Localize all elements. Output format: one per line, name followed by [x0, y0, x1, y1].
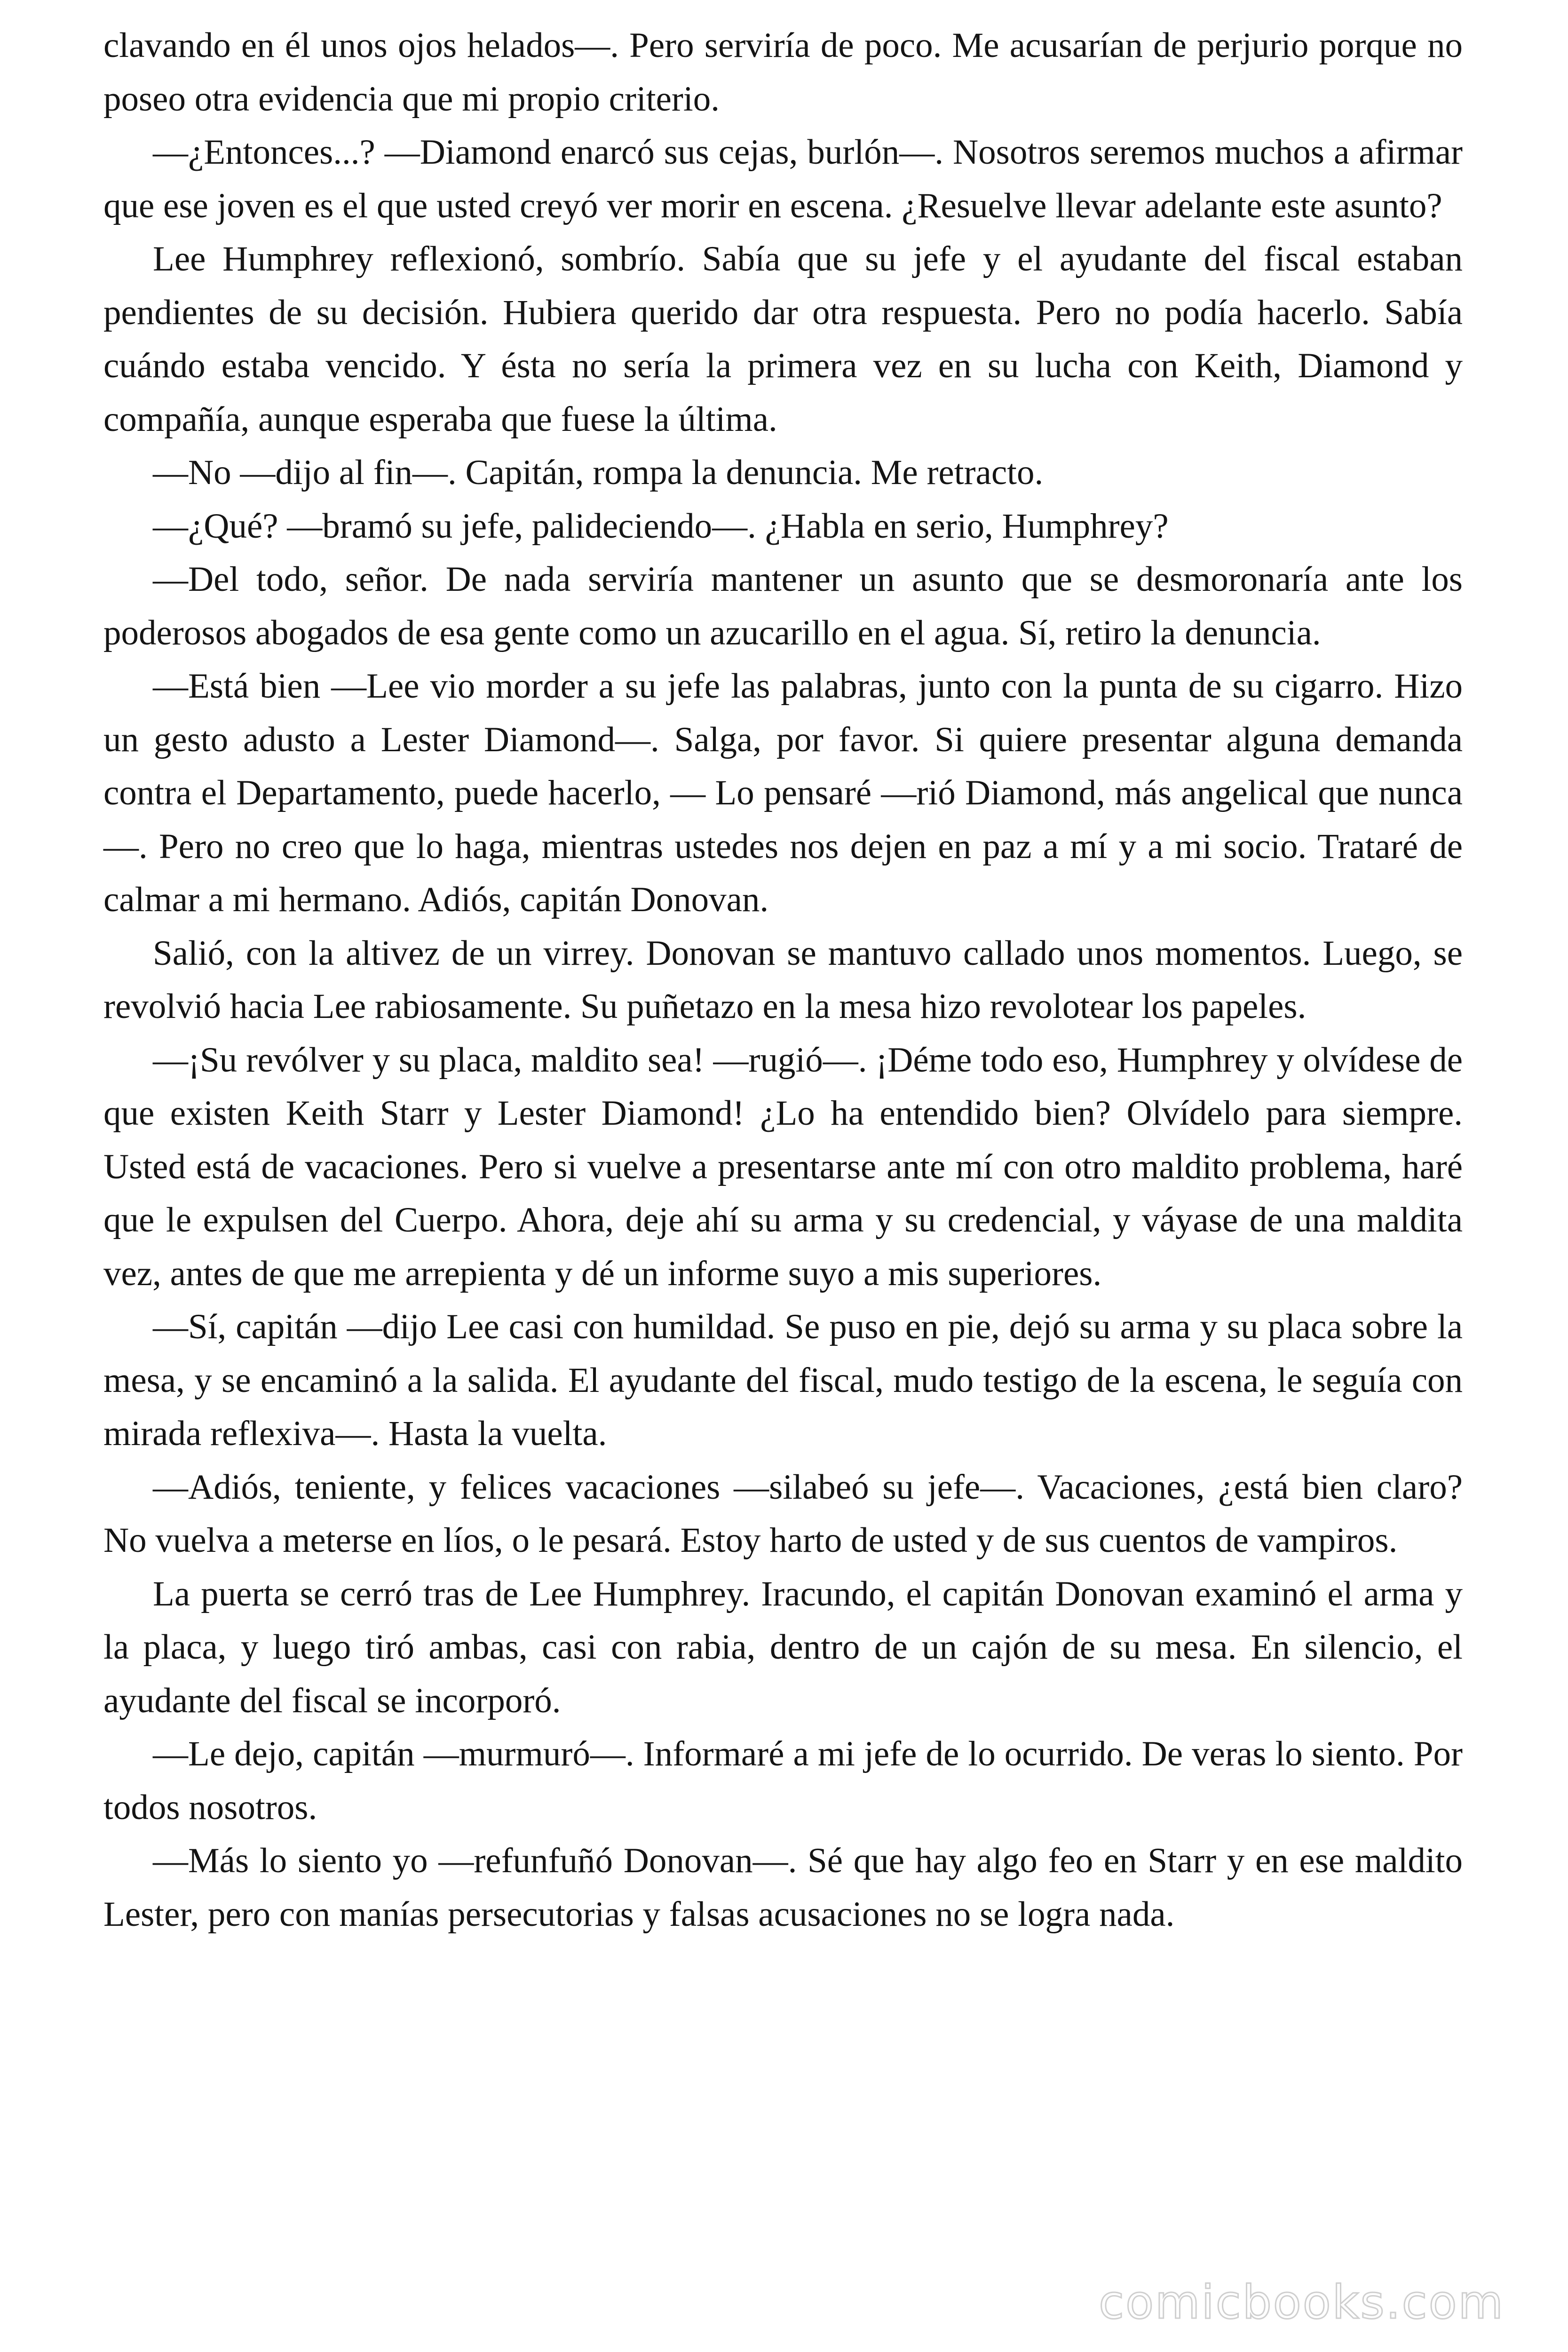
paragraph: —Le dejo, capitán —murmuró—. Informaré a mi jefe de lo ocurrido. De veras lo siento. Por todos nosotros. [103, 1734, 1463, 1827]
paragraph: —Más lo siento yo —refunfuñó Donovan—. Sé que hay algo feo en Starr y en ese maldito Lester, pero con manías persecutorias y falsas acusaciones no se logra nada. [103, 1841, 1463, 1934]
watermark: comicbooks.com [1099, 2276, 1505, 2329]
paragraph: La puerta se cerró tras de Lee Humphrey. Iracundo, el capitán Donovan examinó el arma y la placa, y luego tiró ambas, casi con rabia, dentro de un cajón de su mesa. En silencio, el ayudante del fiscal se incorporó. [103, 1574, 1463, 1720]
paragraph: Lee Humphrey reflexionó, sombrío. Sabía que su jefe y el ayudante del fiscal estaban pendientes de su decisión. Hubiera querido dar otra respuesta. Pero no podía hacerlo. Sabía cuándo estaba vencido. Y ésta no sería la primera vez en su lucha con Keith, Diamond y compañía, aunque esperaba que fuese la última. [103, 239, 1463, 439]
paragraph: —Está bien —Lee vio morder a su jefe las palabras, junto con la punta de su cigarro. Hizo un gesto adusto a Lester Diamond—. Salga, por favor. Si quiere presentar alguna demanda contra el Departamento, puede hacerlo, — Lo pensaré —rió Diamond, más angelical que nunca—. Pero no creo que lo haga, mientras ustedes nos dejen en paz a mí y a mi socio. Trataré de calmar a mi hermano. Adiós, capitán Donovan. [103, 667, 1463, 919]
paragraph: Salió, con la altivez de un virrey. Donovan se mantuvo callado unos momentos. Luego, se revolvió hacia Lee rabiosamente. Su puñetazo en la mesa hizo revolotear los papeles. [103, 933, 1463, 1026]
paragraph: clavando en él unos ojos helados—. Pero serviría de poco. Me acusarían de perjurio porque no poseo otra evidencia que mi propio criterio. [103, 26, 1463, 119]
book-page [103, 19, 1463, 2300]
paragraph: —Del todo, señor. De nada serviría mantener un asunto que se desmoronaría ante los poderosos abogados de esa gente como un azucarillo en el agua. Sí, retiro la denuncia. [103, 560, 1463, 652]
paragraph: —¡Su revólver y su placa, maldito sea! —rugió—. ¡Déme todo eso, Humphrey y olvídese de que existen Keith Starr y Lester Diamond! ¿Lo ha entendido bien? Olvídelo para siempre. Usted está de vacaciones. Pero si vuelve a presentarse ante mí con otro maldito problema, haré que le expulsen del Cuerpo. Ahora, deje ahí su arma y su credencial, y váyase de una maldita vez, antes de que me arrepienta y dé un informe suyo a mis superiores. [103, 1040, 1463, 1293]
paragraph: —No —dijo al fin—. Capitán, rompa la denuncia. Me retracto. [153, 453, 1044, 492]
paragraph: —¿Entonces...? —Diamond enarcó sus cejas, burlón—. Nosotros seremos muchos a afirmar que ese joven es el que usted creyó ver morir en escena. ¿Resuelve llevar adelante este asunto? [103, 133, 1463, 225]
paragraph: —Adiós, teniente, y felices vacaciones —silabeó su jefe—. Vacaciones, ¿está bien claro? No vuelva a meterse en líos, o le pesará. Estoy harto de usted y de sus cuentos de vampiros. [103, 1467, 1463, 1560]
paragraph: —Sí, capitán —dijo Lee casi con humildad. Se puso en pie, dejó su arma y su placa sobre la mesa, y se encaminó a la salida. El ayudante del fiscal, mudo testigo de la escena, le seguía con mirada reflexiva—. Hasta la vuelta. [103, 1307, 1463, 1453]
paragraph: —¿Qué? —bramó su jefe, palideciendo—. ¿Habla en serio, Humphrey? [153, 506, 1169, 546]
